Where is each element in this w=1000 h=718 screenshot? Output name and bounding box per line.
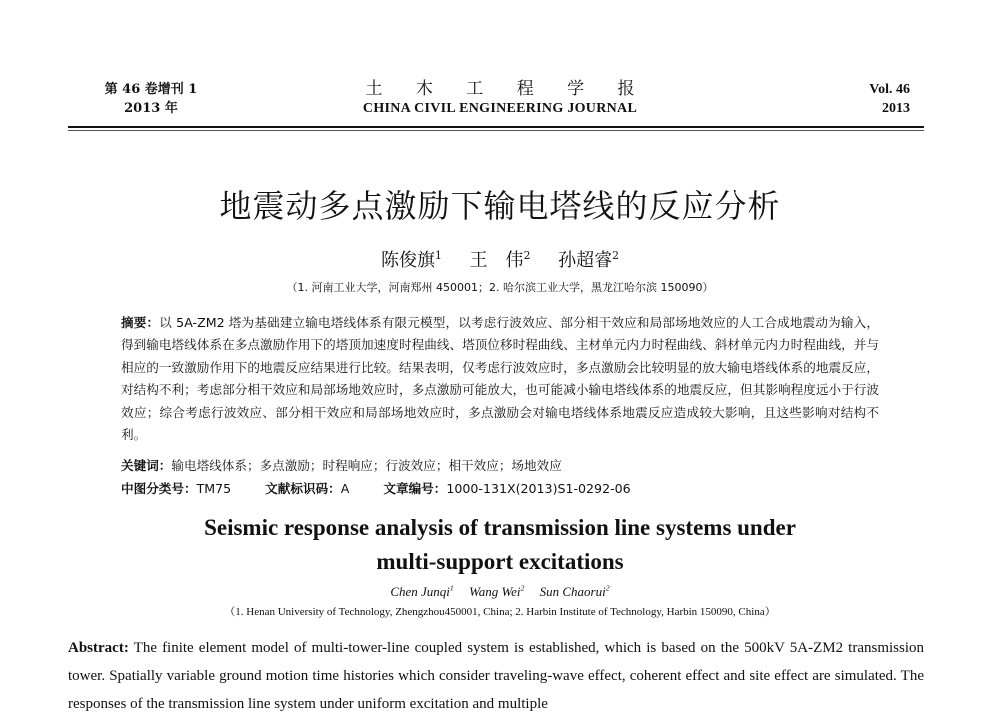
document-code: 文献标识码：A (265, 481, 350, 496)
header-volume-en (850, 80, 910, 118)
author-cn-3: 孙超睿$^2$ (558, 249, 620, 271)
abstract-cn (121, 312, 879, 446)
abstract-cn-text: 以 5A-ZM2 塔为基础建立输电塔线体系有限元模型，以考虑行波效应、部分相干效应和局部场地效应的人工合成地震动为输入，得到输电塔线体系在多点激励作用下的塔顶加速度时程曲线、塔顶位移时程曲线、主材单元内力时程曲线、斜材单元内力时程曲线，并与相应的一致激励作用下的地震反应结果进行比较。结果表明，仅考虑行波效应时，多点激励会比较明显的放大输电塔线体系的地震反应，对结构不利；考虑部分相干效应和局部场地效应时，多点激励可能放大，也可能减小输电塔线体系的地震反应，但其影响程度远小于行波效应；综合考虑行波效应、部分相干效应和局部场地效应时，多点激励会对输电塔线体系地震反应造成较大影响，且这些影响对结构不利。 (121, 315, 879, 443)
author-en-2: Wang Wei$^2$ (469, 583, 525, 599)
year-en: 2013 (882, 101, 910, 116)
author-list-cn (300, 250, 700, 272)
keywords-cn-text: 输电塔线体系；多点激励；时程响应；行波效应；相干效应；场地效应 (171, 458, 562, 473)
paper-title-en-line1: Seismic response analysis of transmission line systems under (204, 515, 796, 540)
volume-issue-cn: 第 46 卷增刊 1 (104, 82, 198, 97)
abstract-cn-label: 摘要： (121, 315, 160, 330)
header-volume-cn (96, 80, 206, 118)
classification-line (121, 479, 879, 499)
year-cn: 2013 年 (124, 101, 178, 116)
keywords-cn (121, 456, 879, 476)
header-rule-thick (68, 126, 924, 128)
volume-en: Vol. 46 (869, 82, 910, 97)
author-list-en (300, 584, 700, 600)
abstract-en-label: Abstract: (68, 640, 129, 656)
author-en-1: Chen Junqi$^1$ (390, 583, 454, 599)
paper-title-cn: 地震动多点激励下输电塔线的反应分析 (219, 187, 781, 225)
abstract-en (68, 634, 924, 718)
header-rule-thin (68, 130, 924, 131)
author-en-3: Sun Chaorui$^2$ (539, 583, 610, 599)
journal-name-cn: 土 木 工 程 学 报 (365, 79, 649, 99)
affiliations-en: （1. Henan University of Technology, Zhengzhou450001, China; 2. Harbin Institute of Technology, Harbin 150090, China） (224, 606, 776, 618)
keywords-cn-label: 关键词： (121, 458, 172, 473)
journal-masthead (300, 78, 700, 118)
journal-name-en: CHINA CIVIL ENGINEERING JOURNAL (362, 101, 638, 116)
author-cn-2: 王 伟$^2$ (469, 249, 531, 271)
paper-title-en-line2: multi-support excitations (376, 549, 624, 574)
article-number: 文章编号：1000-131X(2013)S1-0292-06 (383, 481, 631, 496)
author-cn-1: 陈俊旗$^1$ (380, 249, 442, 271)
abstract-en-text: The finite element model of multi-tower-line coupled system is established, which is based on the 500kV 5A-ZM2 transmission tower. Spatially variable ground motion time histories which consider traveling-wave effect, coherent effect and site effect are simulated. The responses of the transmission line system under uniform excitation and multiple (68, 640, 924, 712)
affiliations-cn: （1. 河南工业大学，河南郑州 450001；2. 哈尔滨工业大学，黑龙江哈尔滨 150090） (286, 281, 714, 294)
clc-number: 中图分类号：TM75 (121, 481, 232, 496)
paper-title-en (150, 511, 850, 579)
